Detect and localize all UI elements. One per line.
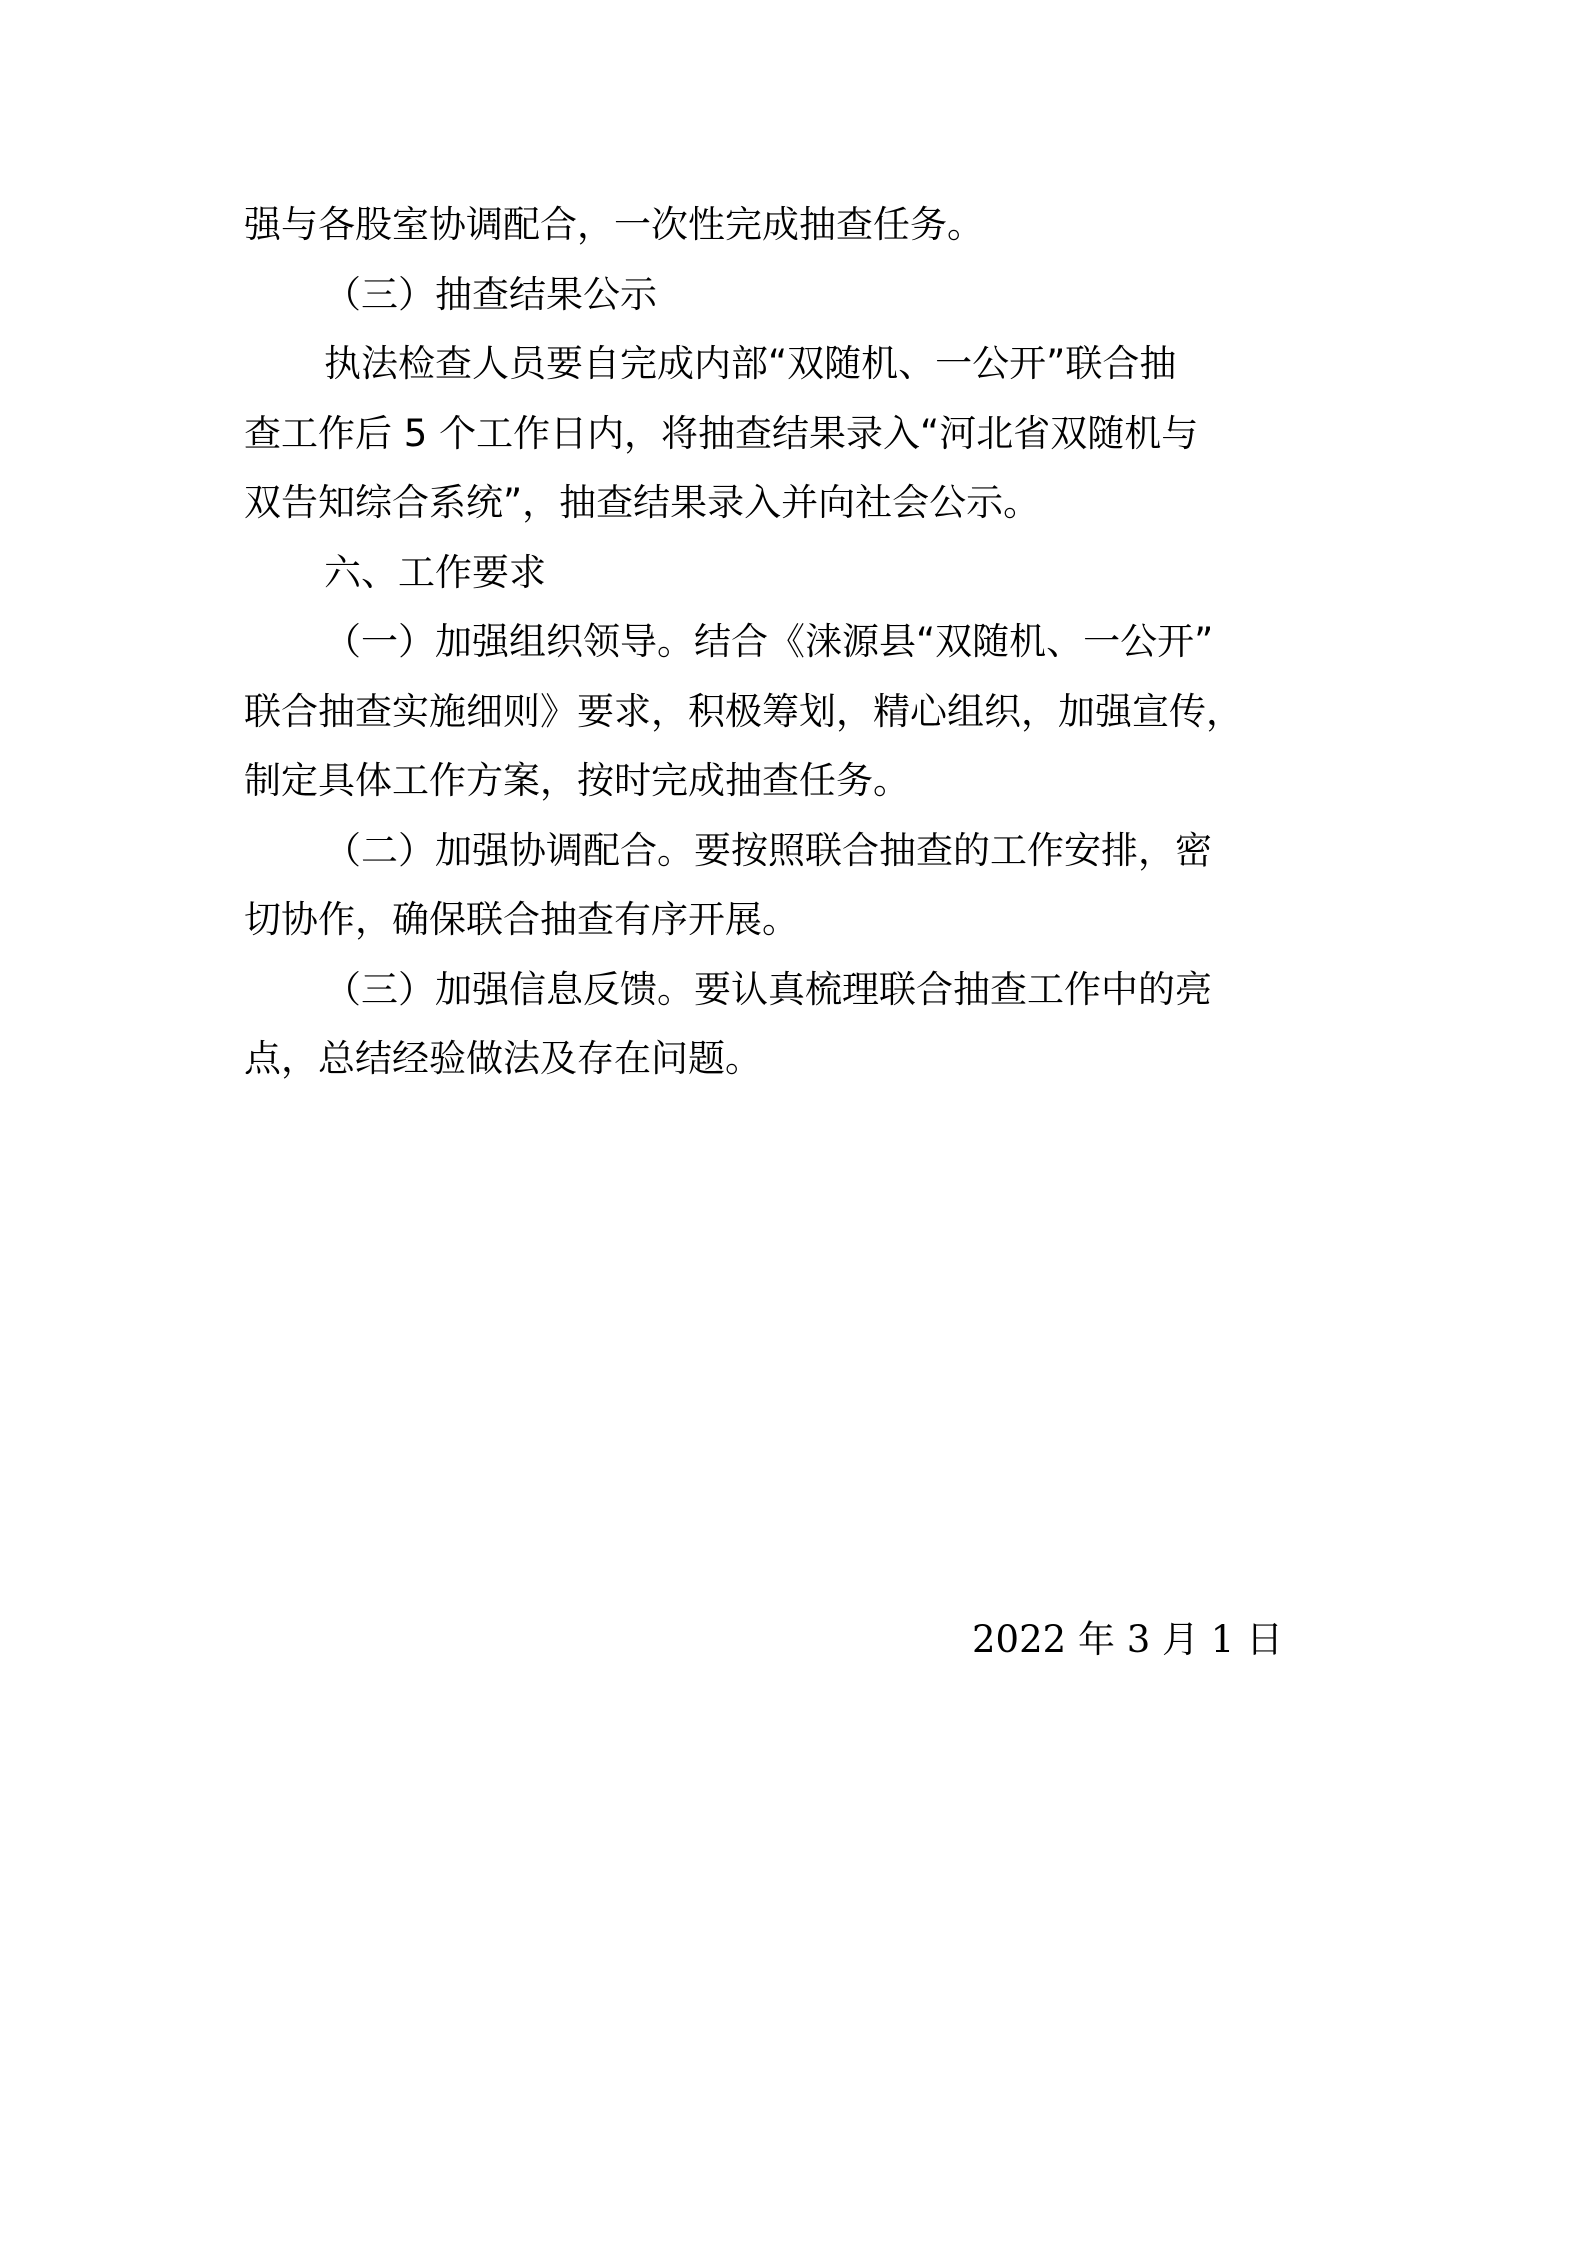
section-heading: （三）抽查结果公示 — [324, 272, 657, 316]
section-heading: 六、工作要求 — [324, 550, 546, 594]
date-day: 1 — [1210, 1618, 1235, 1661]
paragraph-line: （二）加强协调配合。要按照联合抽查的工作安排，密 — [324, 828, 1212, 872]
paragraph-line: （一）加强组织领导。结合《涞源县“双随机、一公开” — [324, 620, 1214, 663]
document-body — [244, 190, 1354, 1094]
paragraph-line: 执法检查人员要自完成内部“双随机、一公开”联合抽 — [324, 342, 1177, 385]
paragraph-line: 联合抽查实施细则》要求，积极筹划，精心组织，加强宣传， — [244, 689, 1243, 733]
paragraph-line: 切协作，确保联合抽查有序开展。 — [244, 898, 799, 941]
document-date — [972, 1610, 1283, 1670]
paragraph-line: 双告知综合系统”，抽查结果录入并向社会公示。 — [244, 481, 1041, 524]
date-month: 3 — [1126, 1618, 1151, 1661]
paragraph-line: 查工作后 5 个工作日内，将抽查结果录入“河北省双随机与 — [244, 411, 1199, 455]
date-day-unit: 日 — [1246, 1618, 1284, 1661]
date-year-unit: 年 — [1077, 1618, 1115, 1661]
date-year: 2022 — [972, 1618, 1067, 1661]
paragraph-line: 制定具体工作方案，按时完成抽查任务。 — [244, 759, 910, 802]
paragraph-line: 点，总结经验做法及存在问题。 — [244, 1037, 762, 1080]
paragraph-line: （三）加强信息反馈。要认真梳理联合抽查工作中的亮 — [324, 967, 1212, 1011]
date-month-unit: 月 — [1162, 1618, 1200, 1661]
paragraph-line: 强与各股室协调配合，一次性完成抽查任务。 — [244, 203, 984, 246]
